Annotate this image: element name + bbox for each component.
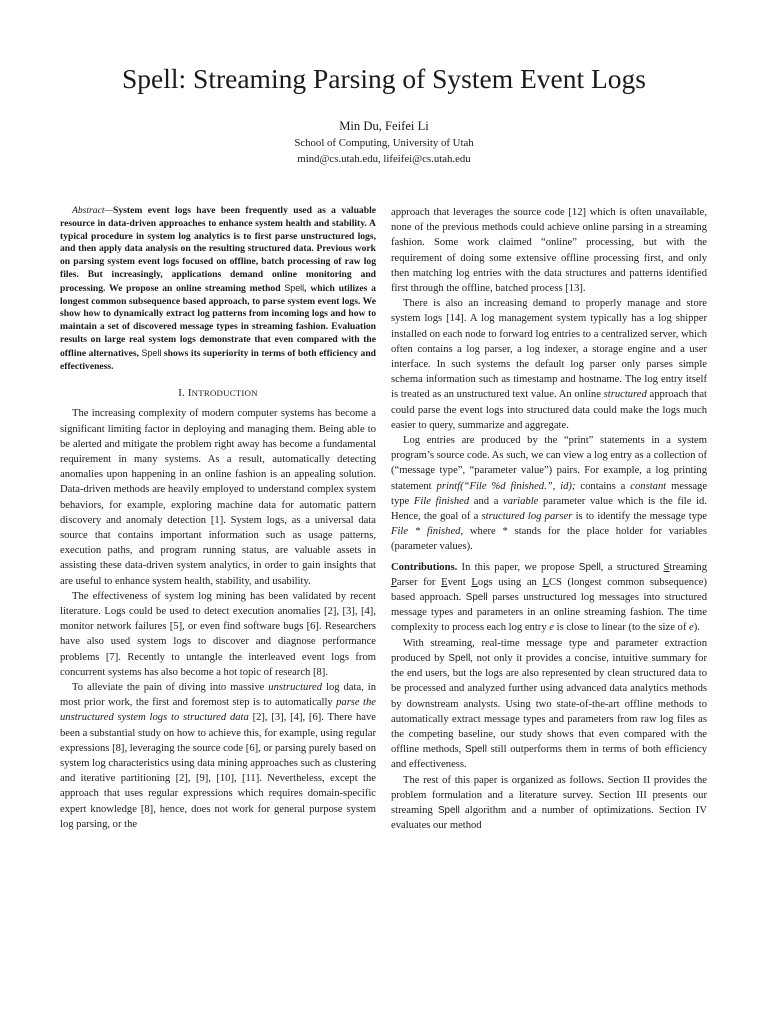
text-run: approach that could parse the event logs into structured data could make the logs much easier to query, summarize and aggregate.	[391, 389, 707, 431]
abstract-label: Abstract	[72, 205, 105, 216]
right-paragraph-2	[391, 296, 707, 433]
text-run: To alleviate the pain of diving into massive	[72, 682, 269, 694]
text-run: Log entries are produced by the “print” statements in a system program’s source code. As such, we can view a log entry as a collection of (“message type”, “parameter value”) pairs. For example, a log printing statement	[391, 435, 707, 492]
text-run: message type	[391, 480, 708, 507]
text-run: The rest of this paper is organized as follows. Section II provides the problem formulation and a literature survey. Section III presents our streaming	[391, 774, 707, 816]
text-run: is to identify the message type	[572, 511, 708, 523]
text-run: With streaming, real-time message type and parameter extraction produced by	[391, 637, 707, 664]
text-run: [2], [3], [4], [6]. There have been a substantial study on how to achieve this, for example, using regular expressions [8], leveraging the source code [6], or parsing purely based on system log characteristics using data mining approaches such as clustering and iterative partitioning [2], [9], [10], [11]. Nevertheless, except the approach that uses regular expressions which requires domain-specific expert knowledge [8], hence, does not work for general purpose system log parsing, or the	[60, 712, 376, 830]
emphasis: structured log parser	[481, 511, 573, 523]
intro-paragraph-2: The effectiveness of system log mining has been validated by recent literature. Logs could be used to detect execution anomalies [2], [3], [4], monitor network failures [5], or even find software bugs [6]. Researchers have also used system logs to discover and diagnose performance problems [7]. Recently to untangle the interleaved event logs from concurrent systems has also become a hot topic of research [8].	[60, 590, 376, 678]
text-run: and a	[469, 495, 504, 507]
system-name: Spell	[448, 652, 471, 664]
abstract-dash: —	[104, 205, 114, 216]
acronym-letter: L	[471, 576, 478, 588]
section-heading-introduction	[60, 386, 376, 401]
text-run: arser for	[396, 576, 442, 588]
text-run: treaming	[669, 561, 707, 573]
section-number: I.	[178, 387, 185, 400]
acronym-letter: P	[391, 576, 397, 588]
text-run: In this paper, we propose	[457, 561, 579, 573]
emphasis: structured	[603, 389, 647, 401]
emphasis: unstructured	[268, 682, 323, 694]
system-name: Spell	[284, 282, 305, 293]
acronym-letter: E	[441, 576, 448, 588]
right-column	[391, 205, 707, 833]
system-name: Spell	[437, 804, 460, 816]
text-run: There is also an increasing demand to properly manage and store system logs [14]. A log management system typically has a log shipper installed on each node to forward log entries to a centralized server, which often contains a log parser, a log indexer, a storage engine and a user interface. In such systems the default log parser only parses simple schema information such as timestamp and hostname. The log entry itself is treated as an unstructured text value. An online	[391, 298, 707, 401]
right-paragraph-1: approach that leverages the source code [12] which is often unavailable, none of the previous methods could achieve online parsing in a streaming fashion. Some work claimed “online” processing, but with the requirement of doing some extensive offline processing first, and only then matching log entries with the data structures and patterns identified first through the offline, batched process [13].	[391, 207, 707, 295]
abstract	[60, 205, 376, 373]
text-run: parses unstructured log messages into structured message types and parameters in an online streaming fashion. The time complexity to process each log entry	[391, 592, 707, 634]
text-run: log data, in most prior work, the first and foremost step is to automatically	[60, 682, 376, 709]
section-title-initial: I	[187, 387, 192, 400]
right-paragraph-5	[391, 636, 707, 773]
paper-affiliation: School of Computing, University of Utah	[294, 137, 474, 149]
text-run: still outperforms them in terms of both efficiency and effectiveness.	[391, 744, 708, 771]
left-column	[60, 205, 376, 832]
math-variable: e	[689, 622, 694, 634]
paper-emails: mind@cs.utah.edu, lifeifei@cs.utah.edu	[297, 153, 471, 165]
system-name: Spell	[578, 561, 601, 573]
emphasis: File finished	[413, 495, 470, 507]
acronym-letter: S	[663, 561, 670, 573]
right-paragraph-3	[391, 433, 707, 555]
emphasis: constant	[630, 480, 667, 492]
emphasis: File * finished	[391, 526, 461, 538]
intro-paragraph-3	[60, 680, 376, 832]
text-run: vent	[447, 576, 472, 588]
paper-authors: Min Du, Feifei Li	[339, 119, 429, 133]
intro-paragraph-1: The increasing complexity of modern computer systems has become a significant limiting factor in deploying and managing them. Being able to be alerted and mitigate the problem right away has become a fundamental requirement in many systems. As a result, automatically detecting anomalies upon happening in an online fashion is an appealing solution. Data-driven methods are heavily employed to understand complex system behaviors, for example, exploring machine data for automatic pattern discovery and anomaly detection [1]. System logs, as a universal data source that contains important information such as usage patterns, execution paths, and program running status, are valuable assets in assisting these data-driven system analytics, in order to gain insights that are useful to enhance system health, stability, and usability.	[60, 408, 376, 587]
text-run: , where * stands for the place holder for variables (parameter values).	[391, 526, 707, 553]
acronym-letter: L	[542, 576, 549, 588]
code-example: printf(“File %d finished.”, id);	[436, 480, 576, 492]
math-variable: e	[549, 622, 554, 634]
right-paragraph-6	[391, 773, 707, 834]
system-name: Spell	[141, 347, 162, 358]
abstract-text-3: shows its superiority in terms of both efficiency and effectiveness.	[60, 347, 376, 372]
section-title-rest: NTRODUCTION	[191, 388, 258, 399]
abstract-text-2: , which utilizes a longest common subsequence based approach, to parse system event logs. We show how to dynamically extract log patterns from incoming logs and how to maintain a set of discovered message types in streaming fashion. Evaluation results on large real system logs demonstrate that even compared with the offline alternatives,	[60, 282, 376, 359]
paper-title: Spell: Streaming Parsing of System Event Logs	[122, 63, 646, 94]
text-run: algorithm and a number of optimizations. Section IV evaluates our method	[391, 804, 707, 832]
emphasis: parse the unstructured system logs to structured data	[60, 697, 376, 724]
text-run: is close to linear (to the size of	[553, 622, 690, 634]
text-run: ).	[693, 622, 700, 634]
text-run: , not only it provides a concise, intuitive summary for the end users, but the logs are also represented by clean structured data to be processed and analyzed further using advanced data analytics methods by downstream analysts. Using two state-of-the-art offline methods to automatically extract message types and parameters from raw log files as the competing baseline, our study shows that even compared with the offline methods,	[391, 652, 707, 756]
text-run: contains a	[575, 480, 631, 492]
text-run: ogs using an	[477, 576, 543, 588]
abstract-text-1: System event logs have been frequently used as a valuable resource in data-driven approaches to enhance system health and stability. A typical procedure in system log analytics is to first parse unstructured logs, and then apply data analysis on the resulting structured data. Previous work on parsing system event logs focused on offline, batch processing of raw log files. But increasingly, applications demand online monitoring and processing. We propose an online streaming method	[60, 205, 376, 294]
text-run: CS (longest common subsequence) based approach.	[391, 576, 707, 604]
system-name: Spell	[465, 744, 487, 756]
contributions-paragraph: Contributions. In this paper, we propose Spell, a structured Streaming Parser for Event Logs using an LCS (longest common subsequence) based approach. Spell parses unstructured log messages into structured message types and parameters in an online streaming fashion. The time complexity to process each log entry e is close to linear (to the size of e).	[391, 561, 707, 634]
emphasis: variable	[503, 495, 539, 507]
contributions-label: Contributions.	[391, 561, 458, 573]
text-run: parameter value which is the file id. Hence, the goal of a	[391, 495, 707, 523]
system-name: Spell	[465, 592, 488, 604]
